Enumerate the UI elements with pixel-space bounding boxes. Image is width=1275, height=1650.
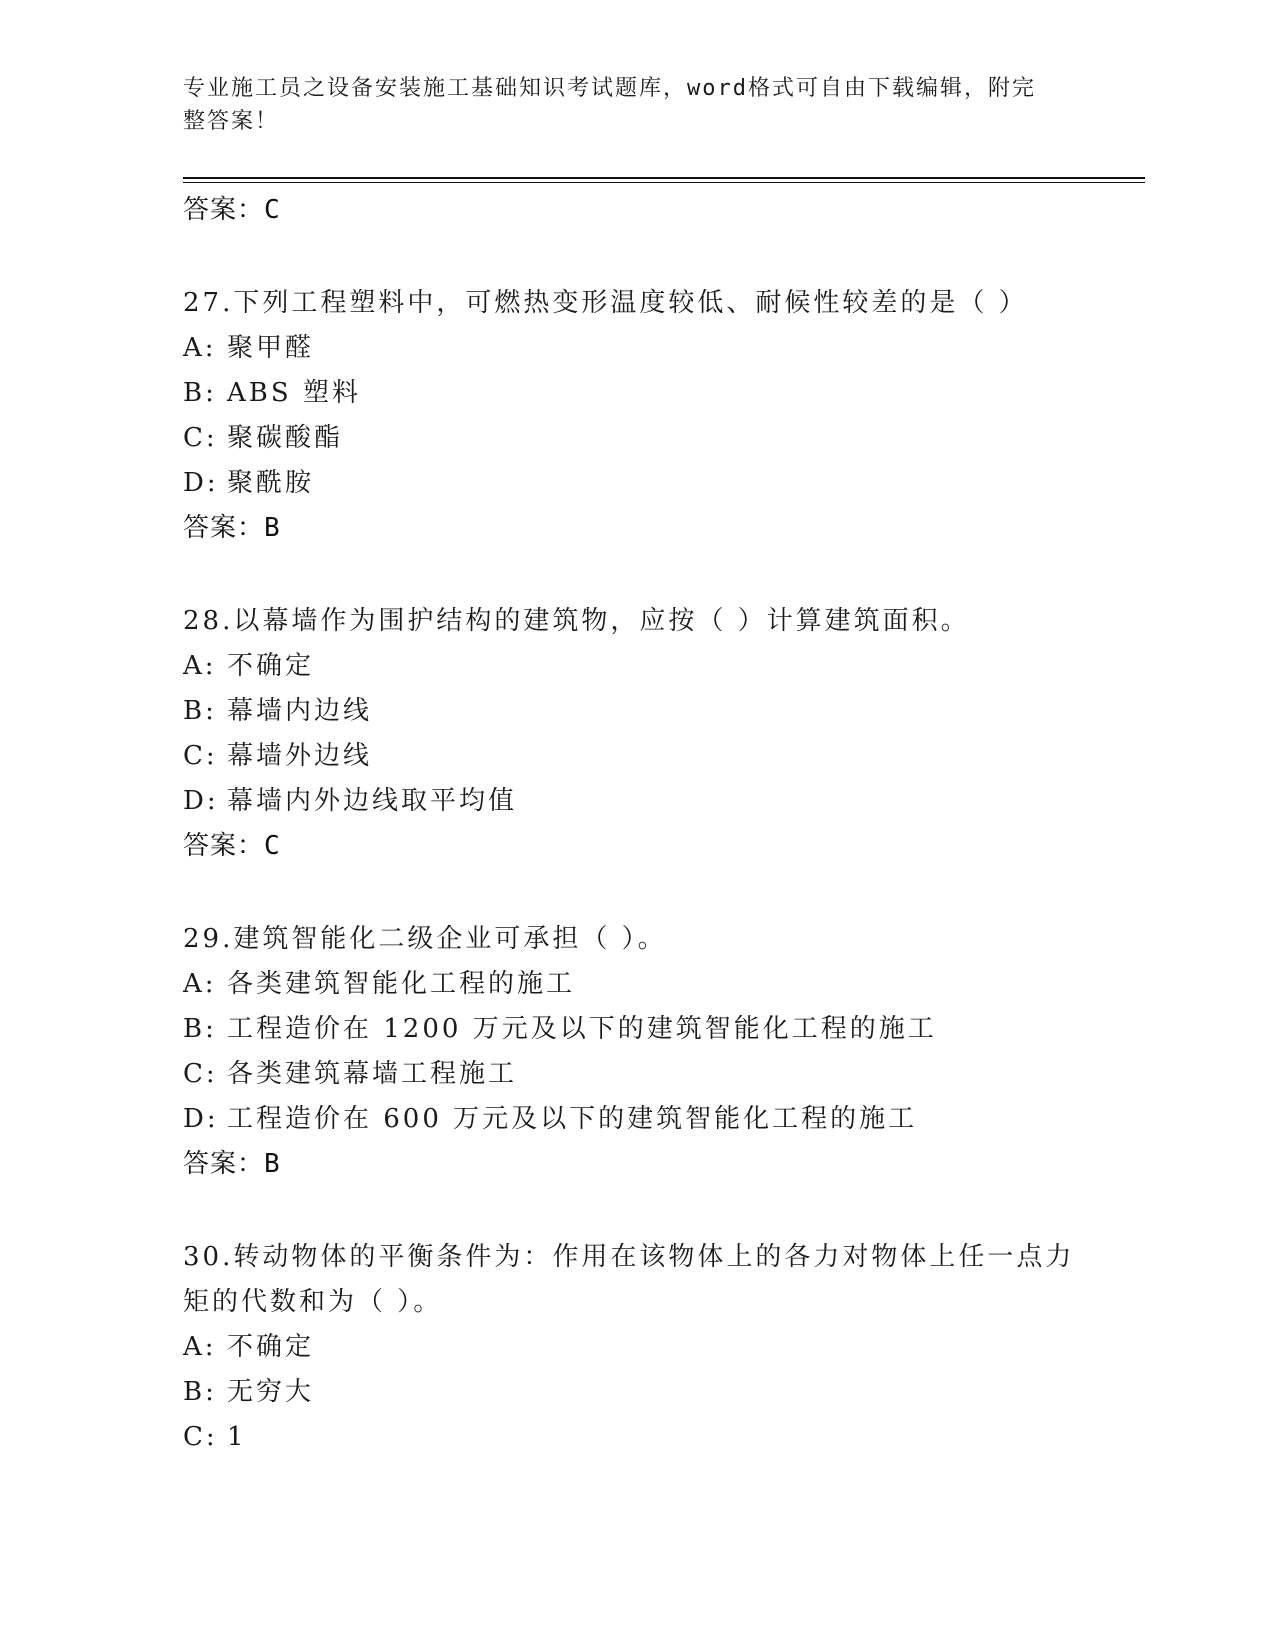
option-text: 聚酰胺 [227,468,315,498]
spacer [183,1186,1083,1235]
option-d [183,461,1083,506]
answer-label: 答案：C [183,831,281,861]
question-block [183,1235,1083,1460]
answer-label: 答案：B [183,1149,281,1179]
header-line-1: 专业施工员之设备安装施工基础知识考试题库，word格式可自由下载编辑，附完 [183,76,1036,101]
option-d [183,779,1083,824]
header-divider-thin [183,182,1145,183]
header-divider-thick [183,177,1145,179]
option-key: D: [183,786,219,816]
option-text: 各类建筑智能化工程的施工 [227,969,576,999]
option-text: 幕墙外边线 [227,741,373,771]
option-text: 聚碳酸酯 [227,423,344,453]
option-text: 各类建筑幕墙工程施工 [227,1059,518,1089]
option-a [183,1325,1083,1370]
option-key: D: [183,468,219,498]
option-text: 不确定 [227,651,315,681]
option-b [183,1370,1083,1415]
option-key: A: [183,969,217,999]
option-key: C: [183,1059,218,1089]
option-a [183,644,1083,689]
option-key: A: [183,1332,217,1362]
option-a [183,962,1083,1007]
question-stem: 28.以幕墙作为围护结构的建筑物，应按（ ）计算建筑面积。 [183,606,970,636]
option-key: D: [183,1104,219,1134]
option-a [183,326,1083,371]
option-key: B: [183,696,217,726]
header-line-2: 整答案！ [183,109,280,134]
option-text: ABS 塑料 [227,378,361,408]
answer-label: 答案：B [183,513,281,543]
question-stem: 29.建筑智能化二级企业可承担（ ）。 [183,924,667,954]
document-header [183,72,1063,138]
question-stem: 27.下列工程塑料中，可燃热变形温度较低、耐候性较差的是（ ） [183,288,1028,318]
option-key: A: [183,651,217,681]
option-c [183,1052,1083,1097]
question-list [183,188,1083,1460]
answer-label: 答案：C [183,195,281,225]
spacer [183,868,1083,917]
option-b [183,1007,1083,1052]
option-key: B: [183,1014,217,1044]
spacer [183,232,1083,281]
option-text: 工程造价在 1200 万元及以下的建筑智能化工程的施工 [227,1014,937,1044]
question-block [183,281,1083,550]
option-text: 1 [227,1422,247,1452]
option-text: 幕墙内外边线取平均值 [227,786,518,816]
question-block [183,599,1083,868]
option-b [183,689,1083,734]
option-key: B: [183,1377,217,1407]
option-text: 聚甲醛 [227,333,315,363]
question-block [183,917,1083,1186]
option-key: C: [183,1422,218,1452]
option-key: C: [183,423,218,453]
option-text: 不确定 [227,1332,315,1362]
option-text: 幕墙内边线 [227,696,373,726]
option-key: A: [183,333,217,363]
option-d [183,1097,1083,1142]
option-text: 工程造价在 600 万元及以下的建筑智能化工程的施工 [227,1104,918,1134]
option-key: B: [183,378,217,408]
option-key: C: [183,741,218,771]
option-c [183,416,1083,461]
option-text: 无穷大 [227,1377,315,1407]
question-stem: 30.转动物体的平衡条件为：作用在该物体上的各力对物体上任一点力矩的代数和为（ ）。 [183,1242,1075,1317]
option-c [183,1415,1083,1460]
spacer [183,550,1083,599]
option-c [183,734,1083,779]
option-b [183,371,1083,416]
